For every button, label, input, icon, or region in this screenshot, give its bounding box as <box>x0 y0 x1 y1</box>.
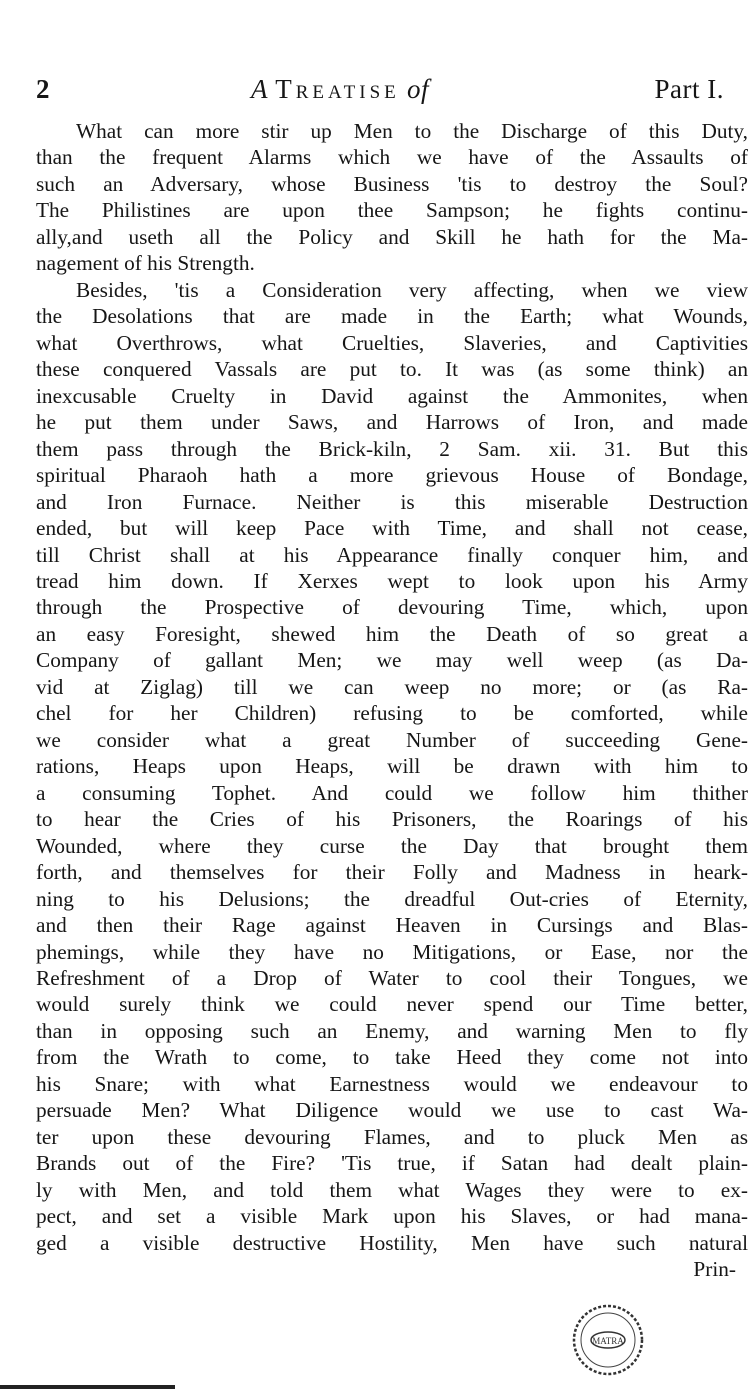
text-line: Brands out of the Fire? 'Tis true, if Satan had dealt plain- <box>36 1151 748 1176</box>
text-line: till Christ shall at his Appearance finally conquer him, and <box>36 542 748 567</box>
text-line: to hear the Cries of his Prisoners, the Roarings of his <box>36 807 748 832</box>
text-line: from the Wrath to come, to take Heed they come not into <box>36 1045 748 1070</box>
text-line: than in opposing such an Enemy, and warning Men to fly <box>36 1018 748 1043</box>
running-title-article: A <box>251 74 268 104</box>
bottom-edge-rule <box>0 1385 175 1389</box>
text-line: through the Prospective of devouring Time, which, upon <box>36 595 748 620</box>
running-title-of: of <box>407 74 430 104</box>
text-line: Refreshment of a Drop of Water to cool their Tongues, we <box>36 966 748 990</box>
text-line: and Iron Furnace. Neither is this miserable Destruction <box>36 489 748 514</box>
running-header <box>36 74 726 114</box>
text-line: ly with Men, and told them what Wages they were to ex- <box>36 1177 748 1202</box>
text-line: ended, but will keep Pace with Time, and shall not cease, <box>36 516 748 541</box>
library-stamp <box>568 1300 648 1380</box>
text-line: his Snare; with what Earnestness would we endeavour to <box>36 1071 748 1096</box>
text-line: what Overthrows, what Cruelties, Slaveries, and Captivities <box>36 330 748 355</box>
text-line: spiritual Pharaoh hath a more grievous House of Bondage, <box>36 463 748 488</box>
text-line: an easy Foresight, shewed him the Death of so great a <box>36 621 748 646</box>
text-line: What can more stir up Men to the Discharge of this Duty, <box>76 119 748 143</box>
text-line: them pass through the Brick-kiln, 2 Sam. xii. 31. But this <box>36 436 748 461</box>
text-line: inexcusable Cruelty in David against the Ammonites, when <box>36 383 748 408</box>
text-line: Besides, 'tis a Consideration very affecting, when we view <box>76 277 748 302</box>
text-line: and then their Rage against Heaven in Cursings and Blas- <box>36 913 748 938</box>
text-line: ter upon these devouring Flames, and to pluck Men as <box>36 1124 748 1149</box>
text-line: would surely think we could never spend our Time better, <box>36 992 748 1017</box>
text-line: he put them under Saws, and Harrows of Iron, and made <box>36 410 748 435</box>
text-line: rations, Heaps upon Heaps, will be drawn with him to <box>36 754 748 779</box>
text-line: a consuming Tophet. And could we follow him thither <box>36 780 748 805</box>
text-line: than the frequent Alarms which we have of the Assaults of <box>36 145 748 170</box>
text-line: nagement of his Strength. <box>36 251 255 276</box>
stamp-text: MATRA <box>592 1336 624 1346</box>
text-line: these conquered Vassals are put to. It was (as some think) an <box>36 357 748 382</box>
text-line: ally,and useth all the Policy and Skill he hath for the Ma- <box>36 224 748 249</box>
text-line: vid at Ziglag) till we can weep no more; or (as Ra- <box>36 674 748 699</box>
running-title <box>251 74 429 105</box>
text-line: the Desolations that are made in the Earth; what Wounds, <box>36 304 748 329</box>
catchword: Prin- <box>693 1257 736 1282</box>
text-line: phemings, while they have no Mitigations, or Ease, nor the <box>36 939 748 964</box>
text-line: The Philistines are upon thee Sampson; he fights continu- <box>36 198 748 223</box>
page-number: 2 <box>36 74 50 104</box>
text-line: Wounded, where they curse the Day that brought them <box>36 833 748 858</box>
text-line: tread him down. If Xerxes wept to look upon his Army <box>36 568 748 593</box>
text-line: ged a visible destructive Hostility, Men have such natural <box>36 1230 748 1255</box>
body-text <box>36 118 748 1283</box>
text-line: ning to his Delusions; the dreadful Out-cries of Eternity, <box>36 886 748 911</box>
text-line: we consider what a great Number of succeeding Gene- <box>36 727 748 752</box>
text-line: Company of gallant Men; we may well weep (as Da- <box>36 648 748 673</box>
text-line: pect, and set a visible Mark upon his Slaves, or had mana- <box>36 1204 748 1229</box>
text-line: such an Adversary, whose Business 'tis to destroy the Soul? <box>36 171 748 196</box>
text-line: persuade Men? What Diligence would we use to cast Wa- <box>36 1098 748 1123</box>
part-label: Part I. <box>654 74 724 104</box>
text-line: chel for her Children) refusing to be comforted, while <box>36 701 748 726</box>
running-title-word: Treatise <box>275 74 400 104</box>
text-line: forth, and themselves for their Folly and Madness in heark- <box>36 860 748 885</box>
